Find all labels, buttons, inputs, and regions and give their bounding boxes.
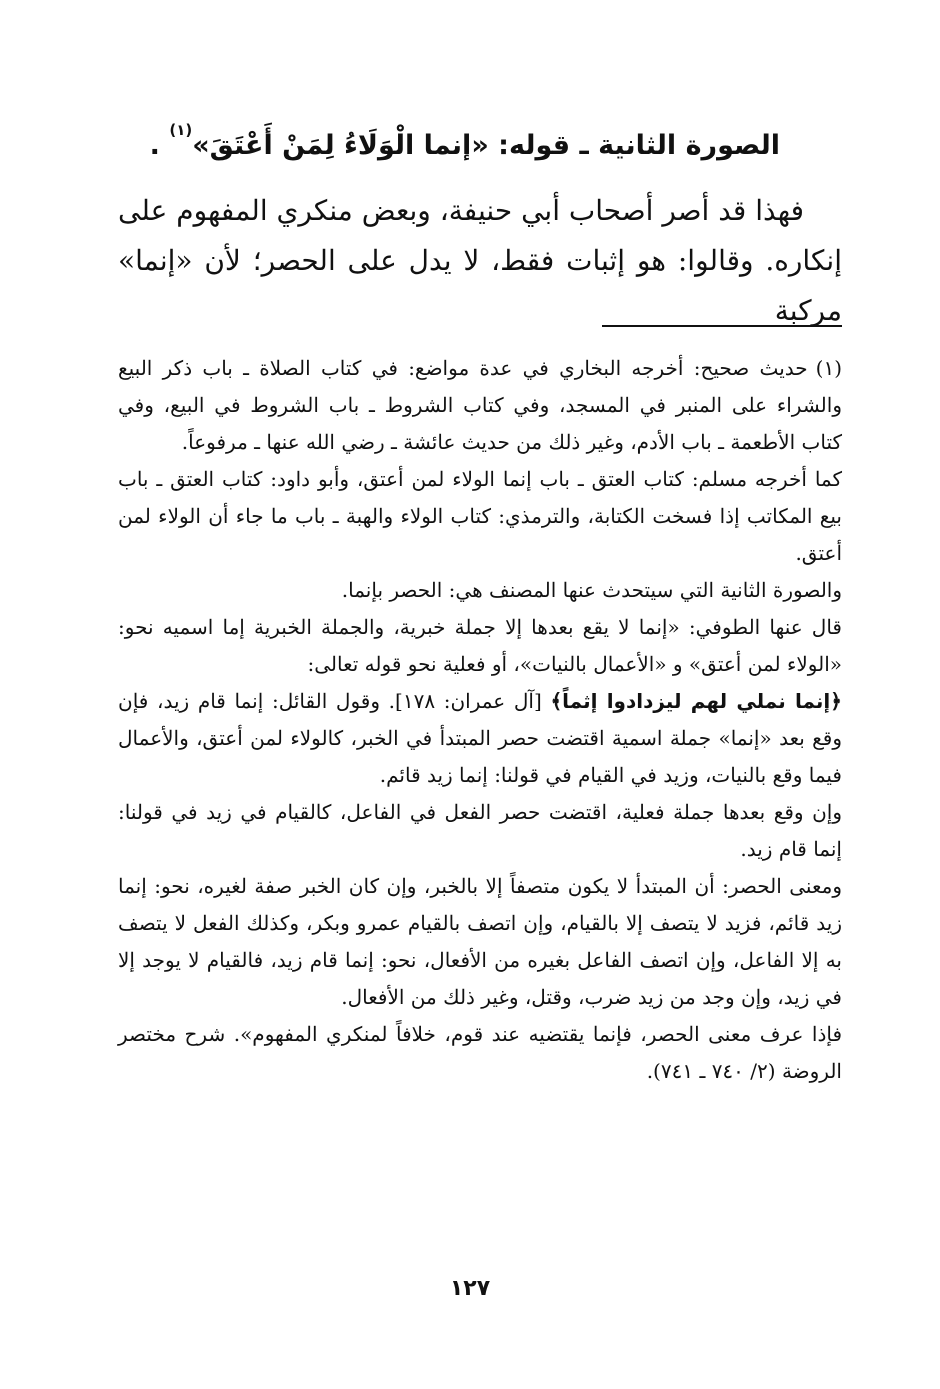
- section-heading: [140, 120, 780, 172]
- main-paragraph: [118, 186, 842, 336]
- footnote-paragraph: [118, 609, 842, 794]
- footnote-1-paragraph: [118, 350, 842, 461]
- footnote-paragraph: كما أخرجه مسلم: كتاب العتق ـ باب إنما الولاء لمن أعتق، وأبو داود: كتاب العتق ـ باب بيع المكاتب إذا فسخت الكتابة، والترمذي: كتاب الولاء والهبة ـ باب ما جاء أن الولاء لمن أعتق.: [118, 467, 842, 565]
- footnote-paragraph: وإن وقع بعدها جملة فعلية، اقتضت حصر الفعل في الفاعل، كالقيام في زيد في قولنا: إنما قام زيد.: [118, 800, 842, 861]
- quran-verse: ﴿إنما نملي لهم ليزدادوا إثماً﴾: [550, 689, 842, 713]
- heading-text: الصورة الثانية ـ قوله: «إنما الْوَلَاءُ لِمَنْ أَعْتَقَ»: [192, 130, 780, 161]
- footnote-text: قال عنها الطوفي: «إنما لا يقع بعدها إلا جملة خبرية، والجملة الخبرية إما اسميه نحو: «الولاء لمن أعتق» و «الأعمال بالنيات»، أو فعلية نحو قوله تعالى:: [118, 615, 842, 676]
- footnote-separator: [602, 325, 842, 327]
- footnote-paragraph: فإذا عرف معنى الحصر، فإنما يقتضيه عند قوم، خلافاً لمنكري المفهوم». شرح مختصر الروضة (٢/ ٧٤٠ ـ ٧٤١).: [118, 1022, 842, 1083]
- page-number: ١٢٧: [449, 1276, 491, 1301]
- main-paragraph-text: فهذا قد أصر أصحاب أبي حنيفة، وبعض منكري المفهوم على إنكاره. وقالوا: هو إثبات فقط، لا يدل على الحصر؛ لأن «إنما» مركبة: [118, 194, 842, 327]
- footnote-reference[interactable]: (١): [169, 121, 193, 139]
- footnote-paragraph: والصورة الثانية التي سيتحدث عنها المصنف هي: الحصر بإنما.: [341, 578, 842, 602]
- footnote-paragraph: ومعنى الحصر: أن المبتدأ لا يكون متصفاً إلا بالخبر، وإن كان الخبر صفة لغيره، نحو: إنما زيد قائم، فزيد لا يتصف إلا بالقيام، وإن اتصف بالقيام عمرو وبكر، وكذلك الفعل لا يتصف به إلا الفاعل، وإن اتصف الفاعل بغيره من الأفعال، نحو: إنما قام زيد، فالقيام لا يوجد إلا في زيد، وإن وجد من زيد ضرب، وقتل، وغير ذلك من الأفعال.: [118, 874, 842, 1009]
- footnotes: [118, 350, 842, 1090]
- footnote-number: (١): [815, 356, 842, 380]
- footnote-text: [آل عمران: ١٧٨]. وقول القائل: إنما قام زيد، فإن وقع بعد «إنما» جملة اسمية اقتضت حصر المبتدأ في الخبر، كالولاء لمن أعتق، والأعمال فيما وقع بالنيات، وزيد في القيام في قولنا: إنما زيد قائم.: [118, 689, 842, 787]
- heading-end: .: [149, 130, 170, 161]
- footnote-text: حديث صحيح: أخرجه البخاري في عدة مواضع: في كتاب الصلاة ـ باب ذكر البيع والشراء على المنبر في المسجد، وفي كتاب الشروط ـ باب الشروط في البيع، وفي كتاب الأطعمة ـ باب الأدم، وغير ذلك من حديث عائشة ـ رضي الله عنها ـ مرفوعاً.: [118, 356, 842, 454]
